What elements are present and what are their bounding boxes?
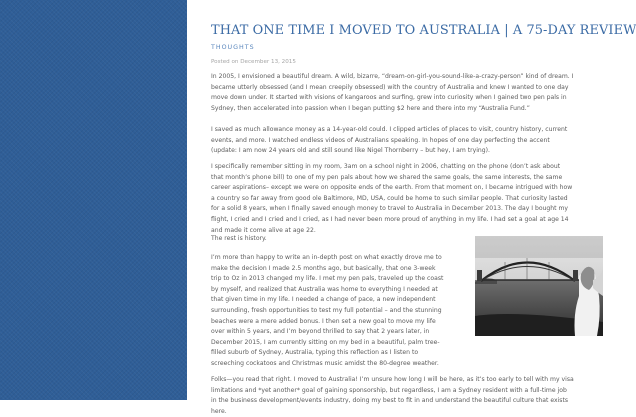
post-paragraph-2: I saved as much allowance money as a 14-year-old could. I clipped articles of places to visit, country history, current events, and more. I watched endless videos of Australians speaking. In hopes of one day perfecting the accent (update: I am now 24 years old and still sound like Nigel Thornberry – but hey, I am trying). — [211, 126, 568, 155]
post-title[interactable]: THAT ONE TIME I MOVED TO AUSTRALIA | A 75-DAY REVIEW — [211, 23, 636, 38]
post-paragraph-4: The rest is history. — [211, 235, 267, 242]
post-area — [187, 0, 636, 415]
post-date: Posted on December 13, 2015 — [211, 59, 296, 65]
post-paragraph-3: I specifically remember sitting in my room, 3am on a school night in 2006, chatting on the phone (don’t ask about that month’s phone bill) to one of my pen pals about how we shared the same goals, the same interests, the same career aspirations– except we were on opposite ends of the earth. From that moment on, I became intrigued with how a country so far away from good ole Baltimore, MD, USA, could be home to such similar people. That curiosity lasted for a solid 8 years, when I finally saved enough money to travel to Australia in December 2013. The day I bought my flight, I cried and I cried and I cried, as I had never been more proud of anything in my life. I had set a goal at age 14 and made it come alive at age 22. — [211, 163, 573, 234]
post-paragraph-6: Folks—you read that right. I moved to Australia! I’m unsure how long I will be here, as it’s too early to tell with my visa limitations and *yet another* goal of gaining sponsorship, but regardless, I am a Sydney resident with a full-time job in the business development/events industry, doing my best to fit in and understand the beautiful culture that exists here. — [211, 376, 574, 415]
sidebar — [0, 0, 187, 400]
post-photo-sydney-harbour-bridge — [475, 236, 603, 336]
post-category-link[interactable]: THOUGHTS — [211, 44, 255, 51]
post-paragraph-1: In 2005, I envisioned a beautiful dream. A wild, bizarre, “dream-on-girl-you-sound-like-a-crazy-person” kind of dream. I became utterly obsessed (and I mean creepily obsessed) with the country of Australia and knew I wanted to one day move down under. It started with visions of kangaroos and surfing, grew into curiosity when I gained two pen pals in Sydney, then accelerated into passion when I began putting $2 here and there into my “Australia Fund.” — [211, 73, 574, 112]
harbour-bridge-photo-graphic — [475, 236, 603, 336]
post-paragraph-5: I’m more than happy to write an in-depth post on what exactly drove me to make the decision I made 2.5 months ago, but basically, that one 3-week trip to Oz in 2013 changed my life. I met my pen pals, traveled up the coast by myself, and realized that Australia was home to everything I needed at that given time in my life. I needed a change of pace, a new independent surrounding, fresh opportunities to test my full potential – and the stunning beaches were a mere added bonus. I then set a new goal to move my life over within 5 years, and I’m beyond thrilled to say that 2 years later, in December 2015, I am currently sitting on my bed in a beautiful, palm tree-filled suburb of Sydney, Australia, typing this reflection as I listen to screeching cockatoos and Christmas music amidst the 80-degree weather. — [211, 254, 444, 367]
